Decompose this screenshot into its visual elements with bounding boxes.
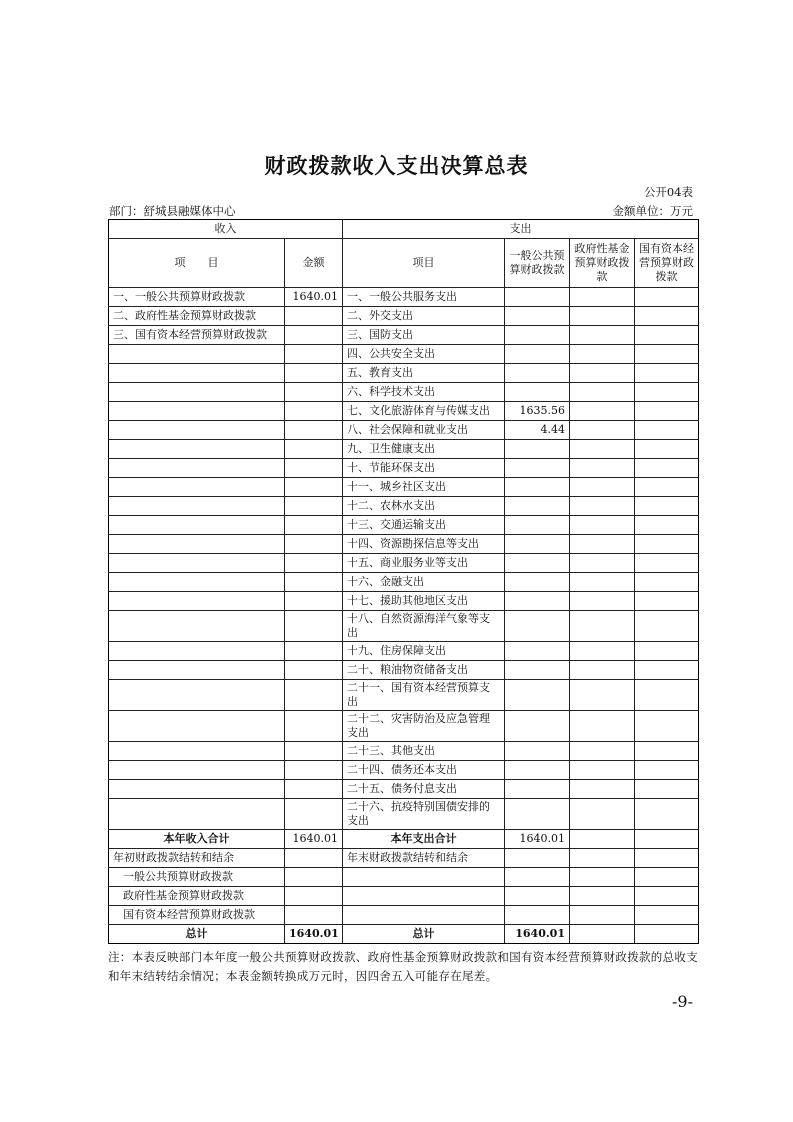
header-row-columns — [109, 239, 699, 288]
general-budget-amount — [505, 799, 570, 830]
table-row — [109, 402, 699, 421]
state-capital-amount — [635, 421, 699, 440]
gov-fund-amount — [570, 535, 635, 554]
expenditure-item: 八、社会保障和就业支出 — [343, 421, 505, 440]
general-budget-amount — [505, 573, 570, 592]
income-item — [109, 459, 285, 478]
general-budget-amount — [505, 478, 570, 497]
income-item: 二、政府性基金预算财政拨款 — [109, 307, 285, 326]
income-item — [109, 383, 285, 402]
empty-cell — [343, 868, 505, 887]
income-item — [109, 516, 285, 535]
expenditure-item: 二十一、国有资本经营预算支出 — [343, 680, 505, 711]
table-row — [109, 611, 699, 642]
income-item — [109, 402, 285, 421]
table-row — [109, 780, 699, 799]
income-amount — [285, 711, 343, 742]
expenditure-item: 二十五、债务付息支出 — [343, 780, 505, 799]
gov-fund-amount — [570, 497, 635, 516]
income-amount — [285, 478, 343, 497]
department-label: 部门：舒城县融媒体中心 — [109, 204, 236, 218]
gov-fund-amount — [570, 383, 635, 402]
table-row — [109, 364, 699, 383]
general-budget-amount — [505, 288, 570, 307]
annual-income-total-label: 本年收入合计 — [109, 830, 285, 849]
state-capital-amount — [635, 780, 699, 799]
income-amount — [285, 780, 343, 799]
gov-fund-amount — [570, 554, 635, 573]
income-amount — [285, 421, 343, 440]
empty-cell — [570, 906, 635, 925]
expenditure-item: 六、科学技术支出 — [343, 383, 505, 402]
empty-cell — [635, 906, 699, 925]
income-item — [109, 535, 285, 554]
state-capital-amount — [635, 402, 699, 421]
expenditure-item: 十九、住房保障支出 — [343, 642, 505, 661]
income-item-header: 项 目 — [109, 239, 285, 288]
empty-cell — [505, 868, 570, 887]
empty-cell — [635, 849, 699, 868]
state-capital-amount — [635, 497, 699, 516]
income-item — [109, 497, 285, 516]
expenditure-item: 二十、粮油物资储备支出 — [343, 661, 505, 680]
state-capital-amount — [635, 573, 699, 592]
state-capital-amount — [635, 345, 699, 364]
income-amount — [285, 364, 343, 383]
empty-cell — [285, 849, 343, 868]
unit-label: 金额单位：万元 — [612, 204, 693, 218]
expenditure-item: 三、国防支出 — [343, 326, 505, 345]
income-amount — [285, 535, 343, 554]
gov-fund-amount — [570, 611, 635, 642]
gov-fund-amount — [570, 516, 635, 535]
expenditure-item: 十、节能环保支出 — [343, 459, 505, 478]
state-capital-amount — [635, 592, 699, 611]
state-capital-amount — [635, 761, 699, 780]
table-row — [109, 711, 699, 742]
income-item — [109, 642, 285, 661]
page-number: -9- — [672, 992, 693, 1011]
income-amount — [285, 799, 343, 830]
state-capital-header: 国有资本经营预算财政拨款 — [635, 239, 699, 288]
income-amount — [285, 345, 343, 364]
state-capital-amount — [635, 383, 699, 402]
empty-cell — [570, 887, 635, 906]
table-row — [109, 592, 699, 611]
table-row — [109, 573, 699, 592]
table-row — [109, 345, 699, 364]
empty-cell — [343, 887, 505, 906]
general-budget-amount — [505, 761, 570, 780]
income-amount — [285, 592, 343, 611]
balance-state-capital-label: 国有资本经营预算财政拨款 — [109, 906, 285, 925]
expenditure-item: 四、公共安全支出 — [343, 345, 505, 364]
table-row — [109, 642, 699, 661]
general-budget-amount: 1635.56 — [505, 402, 570, 421]
general-budget-amount — [505, 780, 570, 799]
table-row — [109, 288, 699, 307]
income-amount — [285, 661, 343, 680]
gov-fund-amount — [570, 307, 635, 326]
expenditure-header: 支出 — [343, 220, 699, 239]
income-item — [109, 478, 285, 497]
income-item — [109, 761, 285, 780]
gov-fund-amount — [570, 364, 635, 383]
state-capital-amount — [635, 799, 699, 830]
table-row — [109, 799, 699, 830]
income-amount: 1640.01 — [285, 288, 343, 307]
income-item — [109, 799, 285, 830]
general-budget-amount — [505, 535, 570, 554]
expenditure-item: 一、一般公共服务支出 — [343, 288, 505, 307]
header-row-top — [109, 220, 699, 239]
income-amount — [285, 642, 343, 661]
grand-expenditure-total-general: 1640.01 — [505, 925, 570, 944]
income-item — [109, 421, 285, 440]
expenditure-item: 十五、商业服务业等支出 — [343, 554, 505, 573]
table-row — [109, 421, 699, 440]
income-amount — [285, 383, 343, 402]
expenditure-item: 十二、农林水支出 — [343, 497, 505, 516]
gov-fund-amount — [570, 459, 635, 478]
expenditure-item: 二十四、债务还本支出 — [343, 761, 505, 780]
empty-cell — [570, 925, 635, 944]
income-amount — [285, 573, 343, 592]
gov-fund-amount — [570, 680, 635, 711]
income-item: 三、国有资本经营预算财政拨款 — [109, 326, 285, 345]
state-capital-amount — [635, 680, 699, 711]
state-capital-amount — [635, 307, 699, 326]
table-row — [109, 478, 699, 497]
state-capital-amount — [635, 711, 699, 742]
general-budget-amount — [505, 440, 570, 459]
income-item — [109, 573, 285, 592]
balance-gov-fund-label: 政府性基金预算财政拨款 — [109, 887, 285, 906]
income-amount — [285, 459, 343, 478]
table-row — [109, 440, 699, 459]
page-title: 财政拨款收入支出决算总表 — [264, 153, 529, 178]
income-item — [109, 780, 285, 799]
empty-cell — [635, 868, 699, 887]
empty-cell — [285, 868, 343, 887]
income-item — [109, 345, 285, 364]
general-budget-amount: 4.44 — [505, 421, 570, 440]
expenditure-item: 二十三、其他支出 — [343, 742, 505, 761]
expenditure-item: 十一、城乡社区支出 — [343, 478, 505, 497]
empty-cell — [635, 830, 699, 849]
empty-cell — [570, 849, 635, 868]
state-capital-amount — [635, 478, 699, 497]
income-item — [109, 611, 285, 642]
general-budget-amount — [505, 742, 570, 761]
annual-expenditure-total-label: 本年支出合计 — [343, 830, 505, 849]
expenditure-item: 十四、资源勘探信息等支出 — [343, 535, 505, 554]
grand-total-row — [109, 925, 699, 944]
income-amount-header: 金额 — [285, 239, 343, 288]
table-row — [109, 761, 699, 780]
state-capital-amount — [635, 661, 699, 680]
annual-income-total-amount: 1640.01 — [285, 830, 343, 849]
income-item — [109, 592, 285, 611]
general-budget-amount — [505, 345, 570, 364]
general-budget-amount — [505, 364, 570, 383]
ending-balance-label: 年末财政拨款结转和结余 — [343, 849, 505, 868]
state-capital-amount — [635, 554, 699, 573]
table-row — [109, 307, 699, 326]
balance-general-label: 一般公共预算财政拨款 — [109, 868, 285, 887]
expenditure-item: 十八、自然资源海洋气象等支出 — [343, 611, 505, 642]
income-amount — [285, 761, 343, 780]
expenditure-item: 十七、援助其他地区支出 — [343, 592, 505, 611]
income-item — [109, 711, 285, 742]
gov-fund-header: 政府性基金预算财政拨款 — [570, 239, 635, 288]
grand-expenditure-total-label: 总计 — [343, 925, 505, 944]
general-budget-header: 一般公共预算财政拨款 — [505, 239, 570, 288]
general-budget-amount — [505, 661, 570, 680]
general-budget-amount — [505, 307, 570, 326]
balance-row — [109, 906, 699, 925]
general-budget-amount — [505, 680, 570, 711]
empty-cell — [285, 887, 343, 906]
income-item — [109, 661, 285, 680]
gov-fund-amount — [570, 440, 635, 459]
income-amount — [285, 440, 343, 459]
table-row — [109, 680, 699, 711]
table-row — [109, 326, 699, 345]
state-capital-amount — [635, 364, 699, 383]
table-row — [109, 535, 699, 554]
expenditure-item: 五、教育支出 — [343, 364, 505, 383]
general-budget-amount — [505, 554, 570, 573]
income-item — [109, 680, 285, 711]
expenditure-item: 二十二、灾害防治及应急管理支出 — [343, 711, 505, 742]
state-capital-amount — [635, 611, 699, 642]
general-budget-amount — [505, 611, 570, 642]
income-item — [109, 364, 285, 383]
annual-expenditure-total-general: 1640.01 — [505, 830, 570, 849]
income-amount — [285, 554, 343, 573]
gov-fund-amount — [570, 421, 635, 440]
empty-cell — [343, 906, 505, 925]
empty-cell — [570, 868, 635, 887]
general-budget-amount — [505, 459, 570, 478]
gov-fund-amount — [570, 326, 635, 345]
state-capital-amount — [635, 459, 699, 478]
general-budget-amount — [505, 592, 570, 611]
table-row — [109, 383, 699, 402]
income-item — [109, 554, 285, 573]
grand-income-total-amount: 1640.01 — [285, 925, 343, 944]
income-item — [109, 440, 285, 459]
gov-fund-amount — [570, 742, 635, 761]
general-budget-amount — [505, 711, 570, 742]
table-row — [109, 742, 699, 761]
gov-fund-amount — [570, 573, 635, 592]
gov-fund-amount — [570, 478, 635, 497]
expenditure-item: 二、外交支出 — [343, 307, 505, 326]
gov-fund-amount — [570, 780, 635, 799]
balance-row — [109, 868, 699, 887]
annual-total-row — [109, 830, 699, 849]
empty-cell — [570, 830, 635, 849]
expenditure-item: 十六、金融支出 — [343, 573, 505, 592]
general-budget-amount — [505, 326, 570, 345]
table-row — [109, 516, 699, 535]
grand-income-total-label: 总计 — [109, 925, 285, 944]
gov-fund-amount — [570, 761, 635, 780]
income-amount — [285, 307, 343, 326]
balance-row — [109, 887, 699, 906]
fiscal-summary-table — [108, 219, 699, 944]
gov-fund-amount — [570, 402, 635, 421]
empty-cell — [285, 906, 343, 925]
gov-fund-amount — [570, 642, 635, 661]
gov-fund-amount — [570, 345, 635, 364]
table-row — [109, 459, 699, 478]
income-amount — [285, 402, 343, 421]
table-row — [109, 661, 699, 680]
general-budget-amount — [505, 516, 570, 535]
balance-row — [109, 849, 699, 868]
gov-fund-amount — [570, 711, 635, 742]
table-row — [109, 554, 699, 573]
income-header: 收入 — [109, 220, 343, 239]
form-number: 公开04表 — [643, 185, 693, 199]
state-capital-amount — [635, 516, 699, 535]
income-item: 一、一般公共预算财政拨款 — [109, 288, 285, 307]
state-capital-amount — [635, 535, 699, 554]
empty-cell — [505, 906, 570, 925]
expenditure-item: 二十六、抗疫特别国债安排的支出 — [343, 799, 505, 830]
state-capital-amount — [635, 326, 699, 345]
general-budget-amount — [505, 642, 570, 661]
income-amount — [285, 611, 343, 642]
gov-fund-amount — [570, 799, 635, 830]
income-amount — [285, 742, 343, 761]
empty-cell — [635, 887, 699, 906]
gov-fund-amount — [570, 592, 635, 611]
expenditure-item: 十三、交通运输支出 — [343, 516, 505, 535]
income-item — [109, 742, 285, 761]
empty-cell — [505, 887, 570, 906]
empty-cell — [505, 849, 570, 868]
income-amount — [285, 326, 343, 345]
empty-cell — [635, 925, 699, 944]
income-amount — [285, 516, 343, 535]
table-row — [109, 497, 699, 516]
footnote: 注：本表反映部门本年度一般公共预算财政拨款、政府性基金预算财政拨款和国有资本经营预算财政拨款的总收支和年末结转结余情况；本表金额转换成万元时，因四舍五入可能存在尾差。 — [108, 950, 698, 983]
gov-fund-amount — [570, 288, 635, 307]
expenditure-item: 九、卫生健康支出 — [343, 440, 505, 459]
state-capital-amount — [635, 742, 699, 761]
state-capital-amount — [635, 288, 699, 307]
general-budget-amount — [505, 497, 570, 516]
general-budget-amount — [505, 383, 570, 402]
state-capital-amount — [635, 440, 699, 459]
income-amount — [285, 680, 343, 711]
state-capital-amount — [635, 642, 699, 661]
gov-fund-amount — [570, 661, 635, 680]
beginning-balance-label: 年初财政拨款结转和结余 — [109, 849, 285, 868]
expenditure-item: 七、文化旅游体育与传媒支出 — [343, 402, 505, 421]
income-amount — [285, 497, 343, 516]
expenditure-item-header: 项目 — [343, 239, 505, 288]
